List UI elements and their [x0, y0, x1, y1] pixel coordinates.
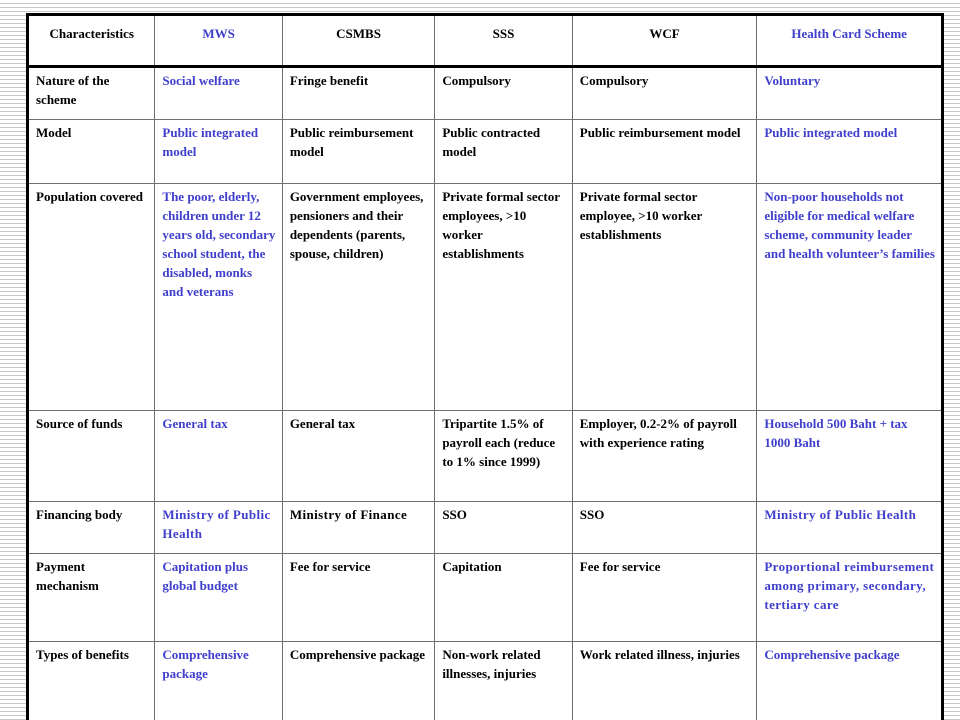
- cell-csmbs: Comprehensive package: [282, 642, 435, 720]
- row-label: Payment mechanism: [28, 554, 155, 642]
- header-csmbs: CSMBS: [282, 15, 435, 67]
- header-sss: SSS: [435, 15, 572, 67]
- cell-csmbs: General tax: [282, 411, 435, 502]
- row-label: Model: [28, 120, 155, 184]
- cell-mws: Ministry of Public Health: [155, 502, 282, 554]
- cell-sss: SSO: [435, 502, 572, 554]
- cell-health-card: Comprehensive package: [757, 642, 943, 720]
- header-wcf: WCF: [572, 15, 757, 67]
- header-mws: MWS: [155, 15, 282, 67]
- cell-health-card: Voluntary: [757, 67, 943, 120]
- cell-wcf: Employer, 0.2-2% of payroll with experience rating: [572, 411, 757, 502]
- cell-wcf: Private formal sector employee, >10 worker establishments: [572, 184, 757, 411]
- cell-wcf: Compulsory: [572, 67, 757, 120]
- cell-mws: General tax: [155, 411, 282, 502]
- cell-sss: Compulsory: [435, 67, 572, 120]
- table-row-types-of-benefits: [28, 642, 943, 720]
- cell-mws: Comprehensive package: [155, 642, 282, 720]
- cell-health-card: Proportional reimbursement among primary, secondary, tertiary care: [757, 554, 943, 642]
- header-characteristics: Characteristics: [28, 15, 155, 67]
- table-row-nature-of-scheme: [28, 67, 943, 120]
- cell-wcf: Work related illness, injuries: [572, 642, 757, 720]
- table-row-source-of-funds: [28, 411, 943, 502]
- table-row-population-covered: [28, 184, 943, 411]
- cell-mws: Capitation plus global budget: [155, 554, 282, 642]
- cell-health-card: Public integrated model: [757, 120, 943, 184]
- cell-wcf: SSO: [572, 502, 757, 554]
- cell-sss: Private formal sector employees, >10 worker establishments: [435, 184, 572, 411]
- table-row-model: [28, 120, 943, 184]
- row-label: Population covered: [28, 184, 155, 411]
- table-row-payment-mechanism: [28, 554, 943, 642]
- cell-csmbs: Fee for service: [282, 554, 435, 642]
- cell-sss: Non-work related illnesses, injuries: [435, 642, 572, 720]
- scheme-comparison-table: [26, 13, 944, 720]
- header-row: [28, 15, 943, 67]
- cell-csmbs: Ministry of Finance: [282, 502, 435, 554]
- cell-wcf: Public reimbursement model: [572, 120, 757, 184]
- row-label: Financing body: [28, 502, 155, 554]
- scheme-comparison-table-container: [26, 13, 946, 720]
- cell-health-card: Household 500 Baht + tax 1000 Baht: [757, 411, 943, 502]
- row-label: Nature of the scheme: [28, 67, 155, 120]
- row-label: Types of benefits: [28, 642, 155, 720]
- cell-sss: Capitation: [435, 554, 572, 642]
- cell-csmbs: Government employees, pensioners and their dependents (parents, spouse, children): [282, 184, 435, 411]
- cell-sss: Tripartite 1.5% of payroll each (reduce to 1% since 1999): [435, 411, 572, 502]
- header-health-card-scheme: Health Card Scheme: [757, 15, 943, 67]
- cell-health-card: Non-poor households not eligible for medical welfare scheme, community leader and health volunteer’s families: [757, 184, 943, 411]
- cell-csmbs: Fringe benefit: [282, 67, 435, 120]
- row-label: Source of funds: [28, 411, 155, 502]
- cell-health-card: Ministry of Public Health: [757, 502, 943, 554]
- cell-wcf: Fee for service: [572, 554, 757, 642]
- table-row-financing-body: [28, 502, 943, 554]
- cell-sss: Public contracted model: [435, 120, 572, 184]
- cell-csmbs: Public reimbursement model: [282, 120, 435, 184]
- cell-mws: Social welfare: [155, 67, 282, 120]
- cell-mws: Public integrated model: [155, 120, 282, 184]
- cell-mws: The poor, elderly, children under 12 years old, secondary school student, the disabled, monks and veterans: [155, 184, 282, 411]
